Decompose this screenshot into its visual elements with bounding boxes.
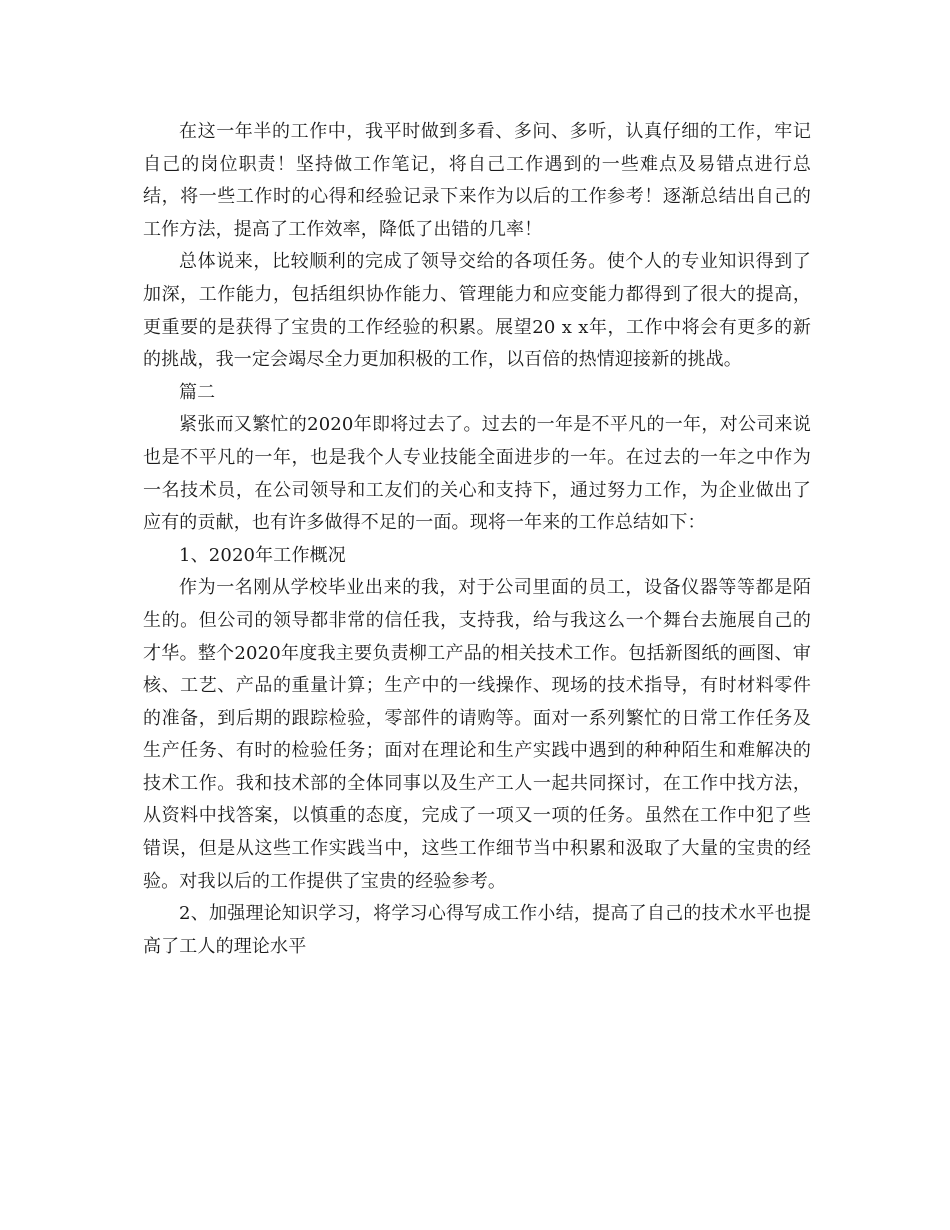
paragraph-work-habits: 在这一年半的工作中，我平时做到多看、多问、多听，认真仔细的工作，牢记自己的岗位职责！坚持做工作笔记，将自己工作遇到的一些难点及易错点进行总结，将一些工作时的心得和经验记录下来作为以后的工作参考！逐渐总结出自己的工作方法，提高了工作效率，降低了出错的几率！ [143, 121, 811, 240]
paragraph-work-overview: 作为一名刚从学校毕业出来的我，对于公司里面的员工，设备仪器等等都是陌生的。但公司的领导都非常的信任我，支持我，给与我这么一个舞台去施展自己的才华。整个2020年度我主要负责柳工产品的相关技术工作。包括新图纸的画图、审核、工艺、产品的重量计算；生产中的一线操作、现场的技术指导，有时材料零件的准备，到后期的跟踪检验，零部件的请购等。面对一系列繁忙的日常工作任务及生产任务、有时的检验任务；面对在理论和生产实践中遇到的种种陌生和难解决的技术工作。我和技术部的全体同事以及生产工人一起共同探讨，在工作中找方法，从资料中找答案，以慎重的态度，完成了一项又一项的任务。虽然在工作中犯了些错误，但是从这些工作实践当中，这些工作细节当中积累和汲取了大量的宝贵的经验。对我以后的工作提供了宝贵的经验参考。 [143, 577, 811, 892]
paragraph-year-intro: 紧张而又繁忙的2020年即将过去了。过去的一年是不平凡的一年，对公司来说也是不平凡的一年，也是我个人专业技能全面进步的一年。在过去的一年之中作为一名技术员，在公司领导和工友们的关心和支持下，通过努力工作，为企业做出了应有的贡献，也有许多做得不足的一面。现将一年来的工作总结如下： [143, 414, 811, 534]
section-heading-part-two: 篇二 [179, 381, 216, 403]
document-body [143, 116, 811, 963]
paragraph-theory-study: 2、加强理论知识学习，将学习心得写成工作小结，提高了自己的技术水平也提高了工人的理论水平 [143, 903, 811, 957]
section-heading-work-overview: 1、2020年工作概况 [179, 544, 346, 566]
paragraph-overall-summary: 总体说来，比较顺利的完成了领导交给的各项任务。使个人的专业知识得到了加深，工作能力，包括组织协作能力、管理能力和应变能力都得到了很大的提高，更重要的是获得了宝贵的工作经验的积累。展望20 x x年，工作中将会有更多的新的挑战，我一定会竭尽全力更加积极的工作，以百倍的热情迎接新的挑战。 [143, 251, 811, 371]
